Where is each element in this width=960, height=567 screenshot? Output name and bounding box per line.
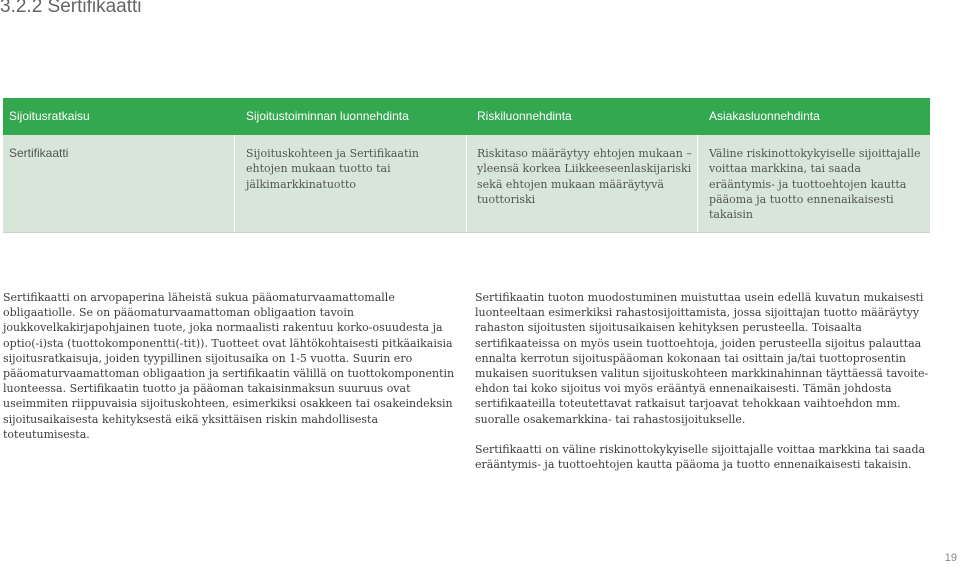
table-header-cell: Asiakasluonnehdinta [709,109,820,123]
column-divider [697,135,698,232]
table-header-cell: Sijoitustoiminnan luonnehdinta [246,109,409,123]
section-title: 3.2.2 Sertifikaatti [0,0,142,17]
column-divider [234,135,235,232]
table-cell-risk: Riskitaso määräytyy ehtojen mukaan – yleensä korkea Liikkeeseenlaskijariski sekä ehtojen mukaan määräytyvä tuottoriski [477,147,692,206]
column-divider [466,135,467,232]
body-paragraph: Sertifikaatti on arvopaperina läheistä sukua pääomaturvaamattomalle obligaatiolle. Se on pääomaturvaamattoman obligaation tavoin joukkovelkakirjapohjainen tuote, joka normaalisti rakentuu korko-osuudesta ja optio(-i)sta (tuottokomponentti(-tit)). Tuotteet ovat lähtökohtaisesti pitkäaikaisia sijoitusratkaisuja, joiden tyypillinen sijoitusaika on 1-5 vuotta. Suurin ero pääomaturvaamattoman obligaation ja sertifikaatin välillä on tuottokomponentin luonteessa. Sertifikaatin tuotto ja pääoman takaisinmaksun suuruus ovat useimmiten riippuvaisia sijoituskohteen, esimerkiksi osakkeen tai osakeindeksin sijoitusaikaisesta kehityksestä eikä yksittäisen riskin mahdollisesta toteutumisesta. [3,291,455,441]
page-number: 19 [944,552,957,564]
characterization-table [3,98,930,232]
table-cell-activity: Sijoituskohteen ja Sertifikaatin ehtojen mukaan tuotto tai jälkimarkkinatuotto [246,147,419,191]
table-cell-solution: Sertifikaatti [9,146,69,160]
body-paragraph: Sertifikaatti on väline riskinottokykyiselle sijoittajalle voittaa markkina tai saada erääntymis- ja tuottoehtojen kautta pääoma ja tuotto ennenaikaisesti takaisin. [475,442,926,472]
table-header-row [3,98,930,135]
table-row [3,135,930,233]
table-header-cell: Sijoitusratkaisu [9,109,90,123]
table-cell-customer: Väline riskinottokykyiselle sijoittajalle voittaa markkina, tai saada erääntymis- ja tuottoehtojen kautta pääoma ja tuotto ennenaikaisesti takaisin [709,147,921,222]
body-paragraph: Sertifikaatin tuoton muodostuminen muistuttaa usein edellä kuvatun mukaisesti luonteeltaan esimerkiksi rahastosijoittamista, jossa sijoittajan tuotto määräytyy rahaston sijoitusten sijoitusaikaisen kehityksen perusteella. Toisaalta sertifikaateissa on myös usein tuottoehtoja, joiden perusteella sijoitus palauttaa ennalta kerrotun sijoituspääoman kokonaan tai osittain ja/tai tuottoprosentin mukaisen suorituksen valitun sijoituskohteen markkinahinnan täyttäessä tavoite-ehdon tai koko sijoitus voi myös erääntyä ennenaikaisesti. Tämän johdosta sertifikaateilla toteutettavat ratkaisut tarjoavat tehokkaan vaihtoehdon mm. suoralle osakemarkkina- tai rahastosijoitukselle. [475,291,929,426]
left-text-column [3,290,458,442]
table-header-cell: Riskiluonnehdinta [477,109,572,123]
right-text-column [475,290,930,472]
